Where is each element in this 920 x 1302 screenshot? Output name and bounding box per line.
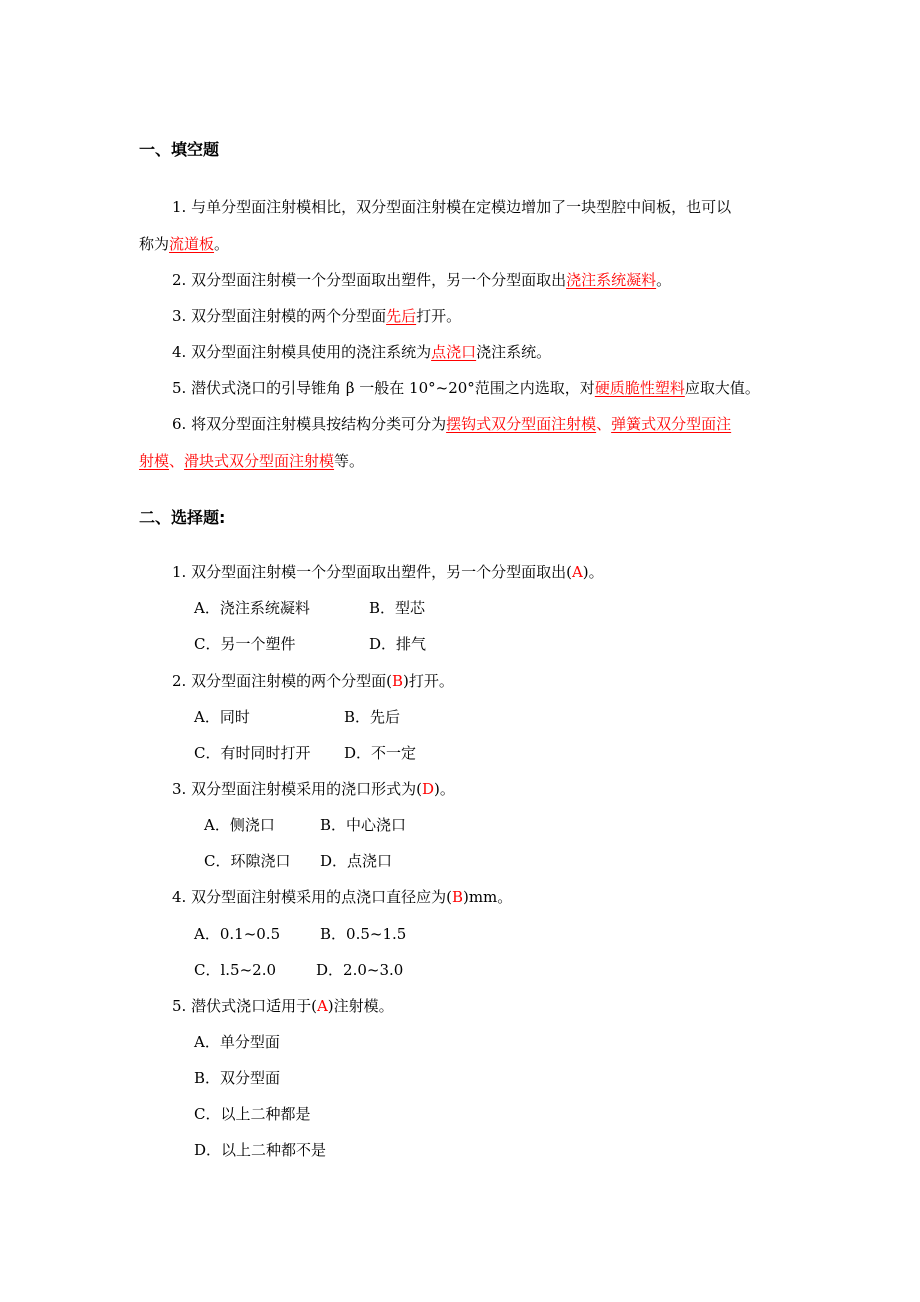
fill-q3 <box>172 306 461 326</box>
fill-q2-post: 。 <box>656 271 672 289</box>
choice-q5-option-b: B．双分型面 <box>194 1069 281 1087</box>
choice-q4 <box>172 887 512 907</box>
choice-q1-option-b: B．型芯 <box>369 599 426 617</box>
choice-q5-option-c: C．以上二种都是 <box>194 1105 311 1123</box>
fill-q6-line2 <box>139 451 364 471</box>
choice-q4-answer: B <box>451 888 463 906</box>
fill-q6-line1 <box>172 414 731 434</box>
choice-q4-option-c: C．l.5~2.0 <box>194 961 277 979</box>
choice-q2-post: )打开。 <box>402 672 454 690</box>
choice-q1-option-a: A．浇注系统凝料 <box>194 599 310 617</box>
choice-q4-option-b: B．0.5~1.5 <box>320 925 407 943</box>
fill-q1-answer: 流道板 <box>169 235 215 253</box>
choice-q2-option-d: D．不一定 <box>344 744 417 762</box>
choice-q3-answer: D <box>421 780 434 798</box>
choice-q4-option-a: A．0.1~0.5 <box>194 925 281 943</box>
choice-q1-option-d: D．排气 <box>369 635 427 653</box>
choice-q3-post: )。 <box>433 780 455 798</box>
choice-q1-answer: A <box>571 563 583 581</box>
choice-q2-option-c: C．有时同时打开 <box>194 744 311 762</box>
fill-q6-separator1: 、 <box>596 415 612 433</box>
fill-q5-pre: 5. 潜伏式浇口的引导锥角 β 一般在 10°~20°范围之内选取，对 <box>172 379 595 397</box>
fill-q5-answer: 硬质脆性塑料 <box>594 379 685 397</box>
fill-q6-pre: 6. 将双分型面注射模具按结构分类可分为 <box>172 415 447 433</box>
choice-q1-option-c: C．另一个塑件 <box>194 635 296 653</box>
section-title-multiple-choice: 二、选择题: <box>139 508 226 527</box>
choice-q3-option-d: D．点浇口 <box>320 852 393 870</box>
choice-q5-answer: A <box>316 997 328 1015</box>
fill-q6-answer1: 摆钩式双分型面注射模 <box>446 415 597 433</box>
fill-q5 <box>172 378 760 398</box>
choice-q1-pre: 1. 双分型面注射模一个分型面取出塑件，另一个分型面取出( <box>172 563 572 581</box>
choice-q5-option-d: D．以上二种都不是 <box>194 1141 327 1159</box>
choice-q5 <box>172 996 394 1016</box>
choice-q4-option-d: D．2.0~3.0 <box>316 961 404 979</box>
fill-q4 <box>172 342 551 362</box>
fill-q1-pre: 称为 <box>139 235 170 253</box>
fill-q4-pre: 4. 双分型面注射模具使用的浇注系统为 <box>172 343 432 361</box>
choice-q4-pre: 4. 双分型面注射模采用的点浇口直径应为( <box>172 888 452 906</box>
fill-q6-answer2-part1: 弹簧式双分型面注 <box>611 415 732 433</box>
fill-q3-pre: 3. 双分型面注射模的两个分型面 <box>172 307 387 325</box>
choice-q3-option-a: A．侧浇口 <box>204 816 275 834</box>
choice-q1 <box>172 562 604 582</box>
choice-q2-option-b: B．先后 <box>344 708 401 726</box>
fill-q6-post: 等。 <box>334 452 365 470</box>
fill-q4-answer: 点浇口 <box>431 343 477 361</box>
fill-q4-post: 浇注系统。 <box>476 343 552 361</box>
choice-q2-answer: B <box>391 672 403 690</box>
choice-q2-option-a: A．同时 <box>194 708 250 726</box>
fill-q6-answer3: 滑块式双分型面注射模 <box>184 452 335 470</box>
choice-q5-option-a: A．单分型面 <box>194 1033 280 1051</box>
choice-q3 <box>172 779 455 799</box>
choice-q1-post: )。 <box>582 563 604 581</box>
fill-q2-answer: 浇注系统凝料 <box>566 271 657 289</box>
fill-q2 <box>172 270 671 290</box>
fill-q6-answer2-part2: 射模 <box>139 452 170 470</box>
choice-q3-option-b: B．中心浇口 <box>320 816 407 834</box>
choice-q5-pre: 5. 潜伏式浇口适用于( <box>172 997 317 1015</box>
fill-q1-line2 <box>139 234 229 254</box>
fill-q5-post: 应取大值。 <box>684 379 760 397</box>
fill-q2-pre: 2. 双分型面注射模一个分型面取出塑件，另一个分型面取出 <box>172 271 567 289</box>
choice-q3-option-c: C．环隙浇口 <box>204 852 291 870</box>
section-title-fill-blank: 一、填空题 <box>139 140 220 159</box>
fill-q1-line1: 1. 与单分型面注射模相比，双分型面注射模在定模边增加了一块型腔中间板，也可以 <box>172 198 732 216</box>
choice-q4-post: )mm。 <box>462 888 513 906</box>
choice-q3-pre: 3. 双分型面注射模采用的浇口形式为( <box>172 780 422 798</box>
fill-q6-separator2: 、 <box>169 452 185 470</box>
choice-q5-post: )注射模。 <box>327 997 394 1015</box>
fill-q3-post: 打开。 <box>416 307 462 325</box>
choice-q2 <box>172 671 454 691</box>
fill-q3-answer: 先后 <box>386 307 417 325</box>
fill-q1-post: 。 <box>214 235 230 253</box>
choice-q2-pre: 2. 双分型面注射模的两个分型面( <box>172 672 392 690</box>
